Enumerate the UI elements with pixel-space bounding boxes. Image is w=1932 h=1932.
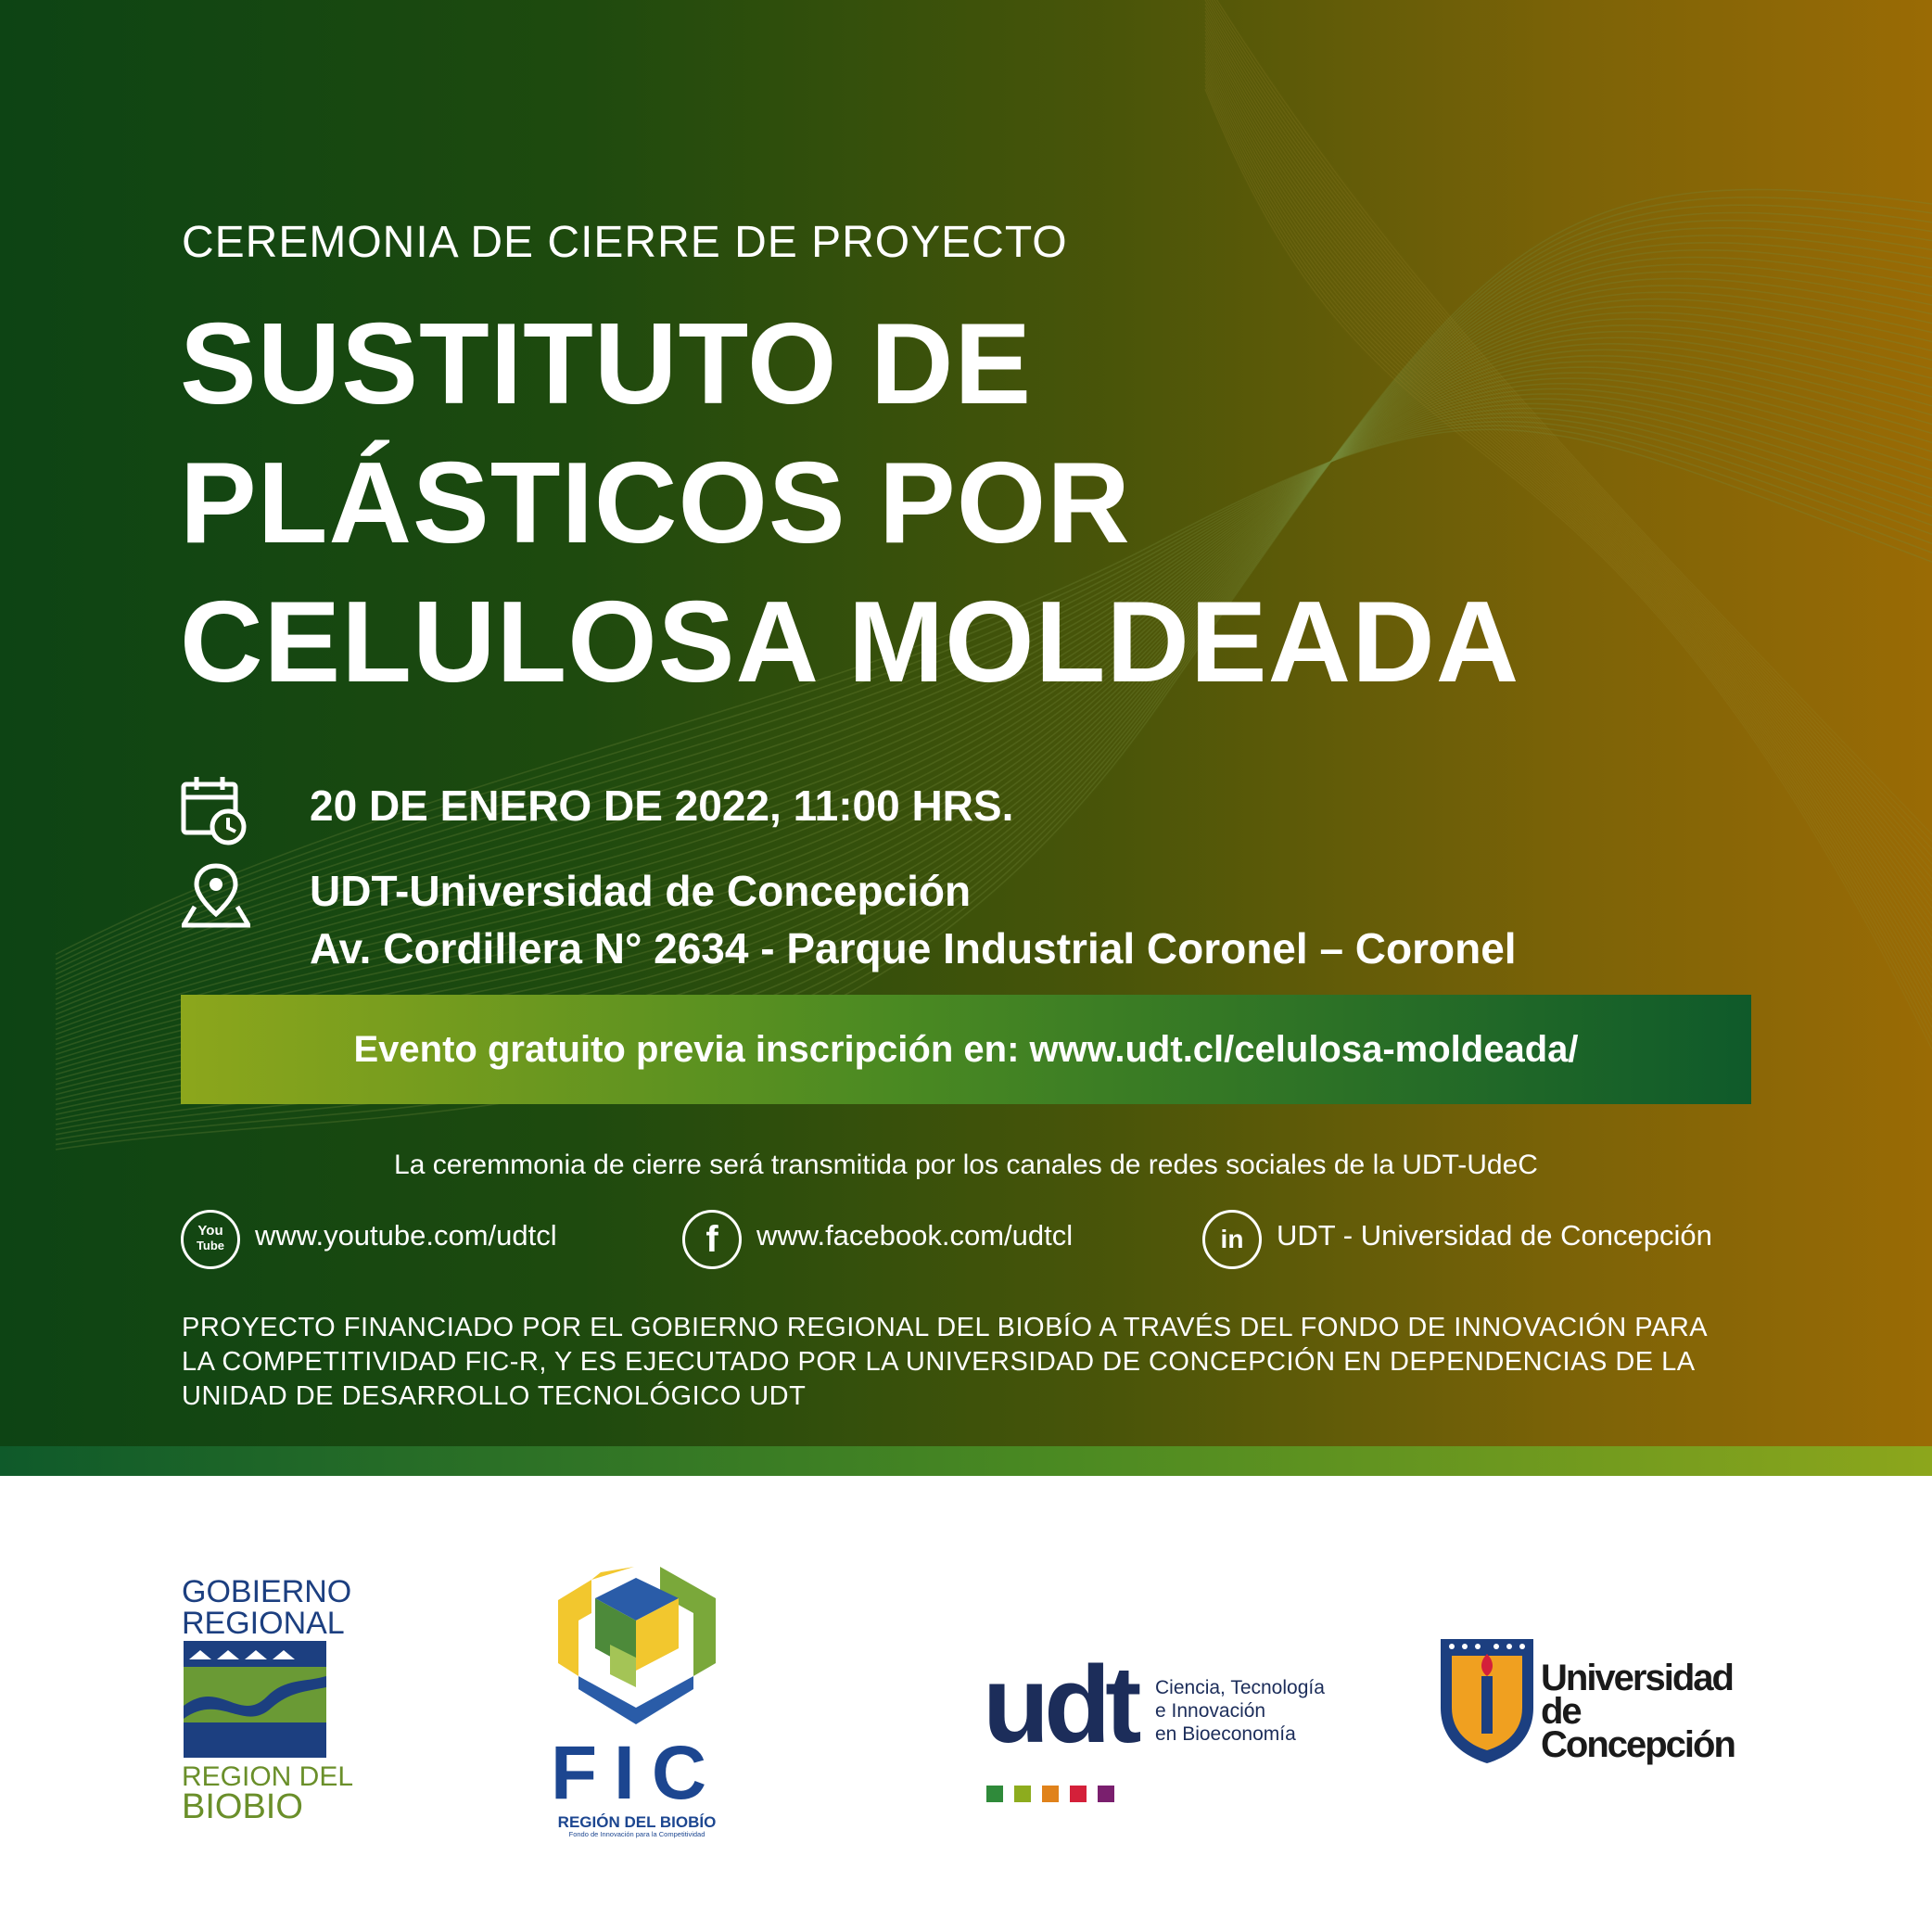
facebook-link[interactable]: www.facebook.com/udtcl [756, 1219, 1074, 1252]
stream-note: La ceremmonia de cierre será transmitida por los canales de redes sociales de la UDT-UdeC [394, 1150, 1538, 1180]
registration-link[interactable]: www.udt.cl/celulosa-moldeada/ [1029, 1029, 1579, 1070]
registration-text [181, 995, 1751, 1104]
event-kicker: CEREMONIA DE CIERRE DE PROYECTO [182, 218, 1068, 267]
udt-color-dot [1098, 1786, 1114, 1802]
udec-shield-emblem [1437, 1635, 1537, 1765]
event-title [180, 295, 1519, 712]
fic-logo: FIC REGIÓN DEL BIOBÍO Fondo de Innovación para la Competitividad [549, 1567, 725, 1836]
registration-banner [181, 995, 1751, 1104]
venue-address: Av. Cordillera N° 2634 - Parque Industrial Coronel – Coronel [310, 924, 1517, 972]
fic-cube-emblem [554, 1567, 719, 1730]
linkedin-icon: in [1202, 1210, 1262, 1269]
title-line-2: PLÁSTICOS POR [180, 439, 1131, 567]
facebook-icon: f [682, 1210, 742, 1269]
funding-credits [182, 1311, 1708, 1414]
credits-line-1: PROYECTO FINANCIADO POR EL GOBIERNO REGIONAL DEL BIOBÍO A TRAVÉS DEL FONDO DE INNOVACIÓN PARA [182, 1313, 1709, 1342]
venue-name: UDT-Universidad de Concepción [310, 867, 972, 915]
gobierno-regional-logo: GOBIERNO REGIONAL REGION DEL BIOBIO [182, 1574, 354, 1826]
udt-color-dot [1014, 1786, 1031, 1802]
linkedin-link[interactable]: UDT - Universidad de Concepción [1277, 1219, 1712, 1252]
udt-color-dot [986, 1786, 1003, 1802]
gobierno-emblem [184, 1641, 326, 1758]
calendar-clock-icon [180, 775, 248, 845]
udt-logo: udt Ciencia, Tecnología e Innovación en Bioeconomía [983, 1650, 1372, 1808]
divider-stripe [0, 1446, 1932, 1476]
location-pin-icon [182, 862, 250, 929]
udec-logo: Universidad de Concepción [1437, 1635, 1752, 1765]
udt-color-dot [1042, 1786, 1059, 1802]
title-line-3: CELULOSA MOLDEADA [180, 578, 1520, 706]
event-venue [310, 862, 1517, 977]
youtube-link[interactable]: www.youtube.com/udtcl [255, 1219, 557, 1252]
event-date: 20 DE ENERO DE 2022, 11:00 HRS. [310, 782, 1014, 830]
youtube-icon: You Tube [181, 1210, 240, 1269]
udt-color-dot [1070, 1786, 1087, 1802]
registration-label: Evento gratuito previa inscripción en: [353, 1029, 1020, 1070]
credits-line-2: LA COMPETITIVIDAD FIC-R, Y ES EJECUTADO POR LA UNIVERSIDAD DE CONCEPCIÓN EN DEPENDENCIAS DE LA [182, 1347, 1696, 1377]
title-line-1: SUSTITUTO DE [180, 300, 1033, 428]
credits-line-3: UNIDAD DE DESARROLLO TECNOLÓGICO UDT [182, 1381, 807, 1411]
